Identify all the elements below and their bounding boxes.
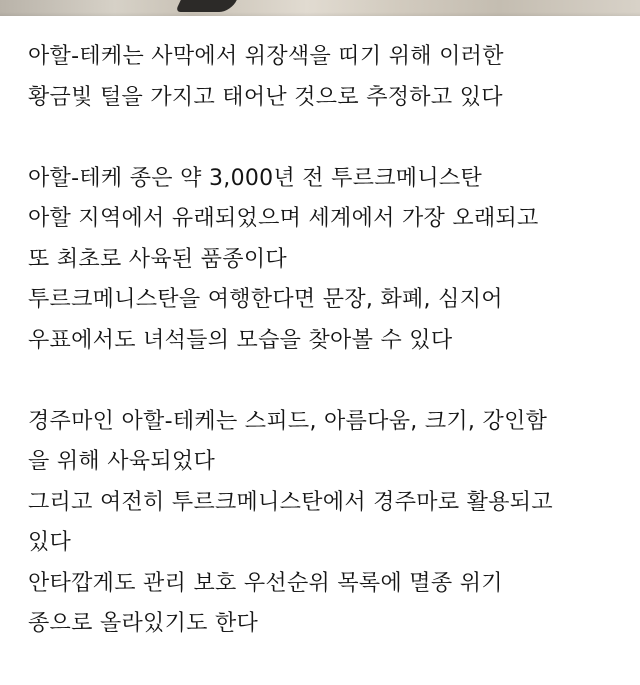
text-line: 아할 지역에서 유래되었으며 세계에서 가장 오래되고: [28, 206, 539, 231]
text-line: 종으로 올라있기도 한다: [28, 611, 259, 636]
text-line: 아할-테케 종은 약 3,000년 전 투르크메니스탄: [28, 165, 483, 191]
paragraph-gap: [28, 118, 628, 159]
text-line: 아할-테케는 사막에서 위장색을 띠기 위해 이러한: [28, 44, 504, 69]
text-line: 안타깝게도 관리 보호 우선순위 목록에 멸종 위기: [28, 570, 503, 596]
text-line: 우표에서도 녀석들의 모습을 찾아볼 수 있다: [28, 327, 453, 353]
text-line: 투르크메니스탄을 여행한다면 문장, 화폐, 심지어: [28, 287, 503, 312]
paragraph-gap: [28, 361, 628, 402]
article-text: [28, 37, 628, 645]
photo-top-crop: [0, 0, 640, 16]
text-line: 또 최초로 사육된 품종이다: [28, 246, 287, 272]
text-line: 있다: [28, 530, 72, 555]
text-line: 경주마인 아할-테케는 스피드, 아름다움, 크기, 강인함: [28, 408, 548, 434]
photo-edge-shadow: [0, 12, 640, 16]
text-line: 을 위해 사육되었다: [28, 449, 216, 474]
text-line: 그리고 여전히 투르크메니스탄에서 경주마로 활용되고: [28, 489, 553, 515]
text-line: 황금빛 털을 가지고 태어난 것으로 추정하고 있다: [28, 84, 503, 110]
photo-dark-shape: [175, 0, 237, 12]
